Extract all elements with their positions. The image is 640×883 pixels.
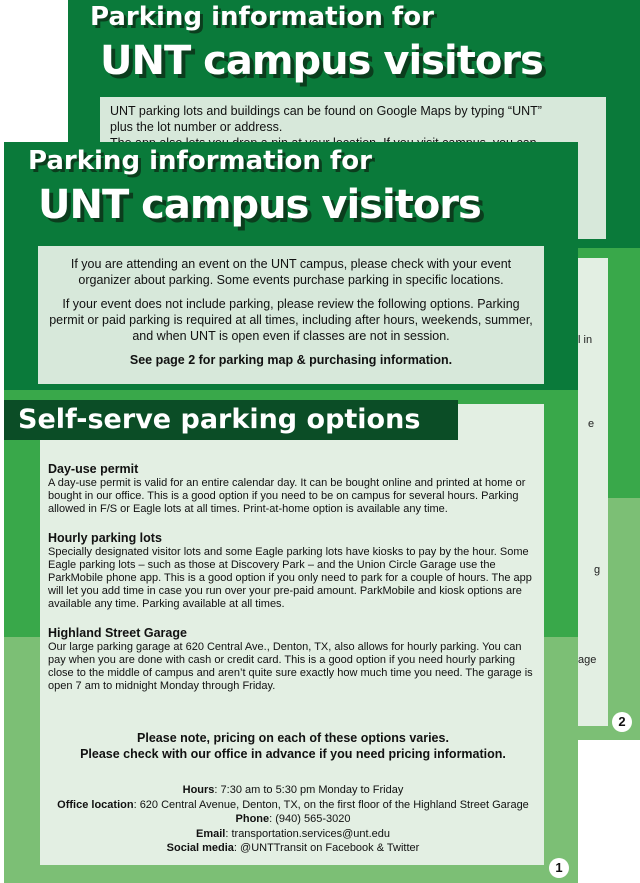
- page-1: [4, 142, 578, 883]
- intro-box: [38, 246, 544, 384]
- page-2-text-fragment: age: [578, 654, 597, 666]
- page-number-badge: 1: [549, 858, 569, 878]
- page-2-text-fragment: e: [588, 418, 595, 430]
- option-heading: Hourly parking lots: [48, 530, 162, 545]
- contact-email: [48, 827, 538, 842]
- option-heading: Highland Street Garage: [48, 625, 187, 640]
- contact-label: Office location: [57, 798, 134, 811]
- contact-office: [48, 798, 538, 813]
- intro-paragraph: If your event does not include parking, please review the following options. Parking permit or paid parking is required at all times, including after hours, weekends, summer, and when UNT is open even if classes are not in session.: [49, 297, 533, 343]
- option-description: A day-use permit is valid for an entire calendar day. It can be bought online and printed at home or bought in our office. This is a good option if you need to be on campus for several hours. Parking allowed in F/S or Eagle lots at all times. Print-at-home option is available any time.: [48, 477, 526, 516]
- page-title-line2: UNT campus visitors: [38, 182, 481, 228]
- contact-hours: [48, 783, 538, 798]
- contact-value: : (940) 565-3020: [269, 813, 351, 825]
- page-2-title-line1: Parking information for: [90, 2, 434, 32]
- parking-option: [48, 626, 538, 694]
- option-heading: Day-use permit: [48, 462, 139, 476]
- contact-label: Social media: [166, 842, 234, 854]
- section-title: Self-serve parking options: [4, 400, 458, 440]
- page-2-text-fragment: l in: [578, 334, 593, 346]
- page-2-text-fragment: g: [594, 564, 601, 576]
- intro-callout: See page 2 for parking map & purchasing information.: [129, 353, 453, 367]
- pricing-note-line: Please note, pricing on each of these options varies.: [137, 731, 449, 745]
- pricing-note-line: Please check with our office in advance if you need pricing information.: [80, 747, 506, 761]
- contact-label: Email: [196, 827, 226, 840]
- contact-value: : transportation.services@unt.edu: [225, 827, 390, 840]
- contact-info: [48, 783, 538, 856]
- page-2-intro-line: UNT parking lots and buildings can be found on Google Maps by typing “UNT”: [110, 104, 542, 118]
- parking-option: [48, 531, 538, 612]
- contact-label: Phone: [235, 813, 270, 825]
- parking-options-list: [48, 462, 538, 707]
- contact-value: : 7:30 am to 5:30 pm Monday to Friday: [214, 784, 404, 796]
- parking-option: [48, 462, 538, 517]
- contact-value: : 620 Central Avenue, Denton, TX, on the first floor of the Highland Street Garage: [133, 798, 529, 811]
- contact-phone: [48, 812, 538, 827]
- option-description: Specially designated visitor lots and some Eagle parking lots have kiosks to pay by the hour. Some Eagle parking lots – such as those at Discovery Park – and the Union Circle Garage use the ParkMobile phone app. This is a good option if you only need to park for a couple of hours. The app will let you add time in case you run over your pre-paid amount. ParkMobile and kiosk options are available any time. Parking available at all times.: [48, 545, 532, 611]
- contact-social: [48, 841, 538, 856]
- page-title-line1: Parking information for: [28, 146, 372, 176]
- option-description: Our large parking garage at 620 Central Ave., Denton, TX, also allows for hourly parking. You can pay when you are done with cash or credit card. This is a good option if you need hourly parking close to the middle of campus and aren’t quite sure exactly how much time you need. The garage is open 7 am to midnight Monday through Friday.: [48, 640, 533, 693]
- contact-label: Hours: [182, 784, 215, 796]
- contact-value: : @UNTTransit on Facebook & Twitter: [233, 842, 420, 854]
- intro-paragraph: If you are attending an event on the UNT campus, please check with your event organizer about parking. Some events purchase parking in specific locations.: [70, 257, 512, 287]
- page-number-badge: 2: [612, 712, 632, 732]
- page-2-intro-line: plus the lot number or address.: [110, 120, 283, 134]
- page-2-title-line2: UNT campus visitors: [100, 38, 543, 84]
- pricing-note: [48, 730, 538, 762]
